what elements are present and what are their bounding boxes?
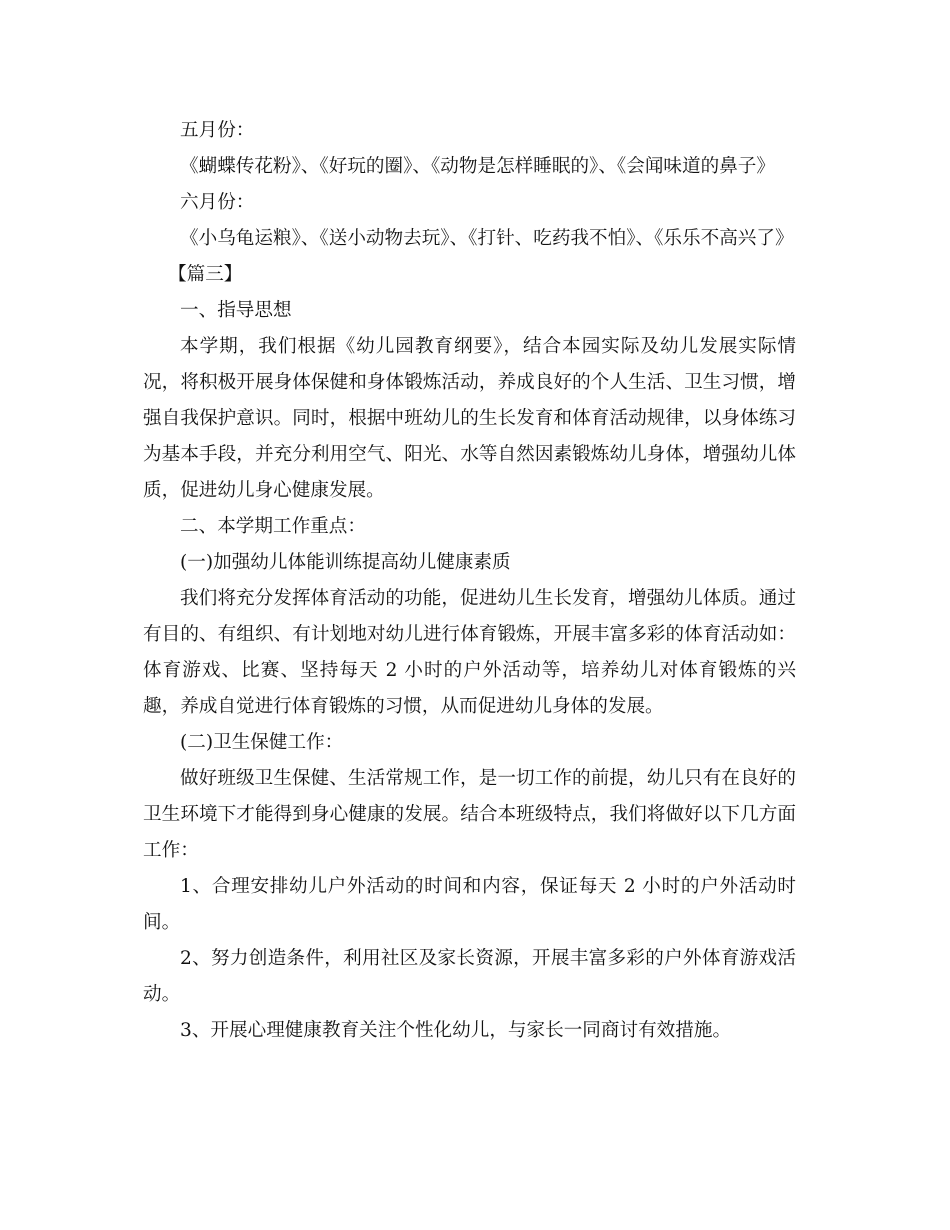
month-heading-may: 五月份： <box>180 120 255 141</box>
guiding-thought-paragraph: 本学期，我们根据《幼儿园教育纲要》，结合本园实际及幼儿发展实际情况，将积极开展身体保健和身体锻炼活动，养成良好的个人生活、卫生习惯，增强自我保护意识。同时，根据中班幼儿的生长发育和体育活动规律，以身体练习为基本手段，并充分利用空气、阳光、水等自然因素锻炼幼儿身体，增强幼儿体质，促进幼儿身心健康发展。 <box>143 336 796 501</box>
guiding-thought-heading: 一、指导思想 <box>180 300 292 321</box>
fitness-training-paragraph: 我们将充分发挥体育活动的功能，促进幼儿生长发育，增强幼儿体质。通过有目的、有组织、有计划地对幼儿进行体育锻炼，开展丰富多彩的体育活动如：体育游戏、比赛、坚持每天 2 小时的户外活动等，培养幼儿对体育锻炼的兴趣，养成自觉进行体育锻炼的习惯，从而促进幼儿身体的发展。 <box>143 588 796 717</box>
list-item-1: 1、合理安排幼儿户外活动的时间和内容，保证每天 2 小时的户外活动时间。 <box>143 876 796 933</box>
document-page <box>143 113 796 1049</box>
month-heading-june: 六月份： <box>180 192 255 213</box>
may-activity-list: 《蝴蝶传花粉》、《好玩的圈》、《动物是怎样睡眠的》、《会闻味道的鼻子》 <box>180 156 775 177</box>
fitness-training-heading: (一)加强幼儿体能训练提高幼儿健康素质 <box>180 552 511 573</box>
semester-focus-heading: 二、本学期工作重点： <box>180 516 366 537</box>
health-care-paragraph: 做好班级卫生保健、生活常规工作，是一切工作的前提，幼儿只有在良好的卫生环境下才能得到身心健康的发展。结合本班级特点，我们将做好以下几方面工作： <box>143 768 796 861</box>
health-care-heading: (二)卫生保健工作： <box>180 732 344 753</box>
list-item-2: 2、努力创造条件，利用社区及家长资源，开展丰富多彩的户外体育游戏活动。 <box>143 948 796 1005</box>
june-activity-list: 《小乌龟运粮》、《送小动物去玩》、《打针、吃药我不怕》、《乐乐不高兴了》 <box>180 228 794 249</box>
list-item-3: 3、开展心理健康教育关注个性化幼儿，与家长一同商讨有效措施。 <box>180 1020 732 1041</box>
section-title: 【篇三】 <box>168 264 243 285</box>
